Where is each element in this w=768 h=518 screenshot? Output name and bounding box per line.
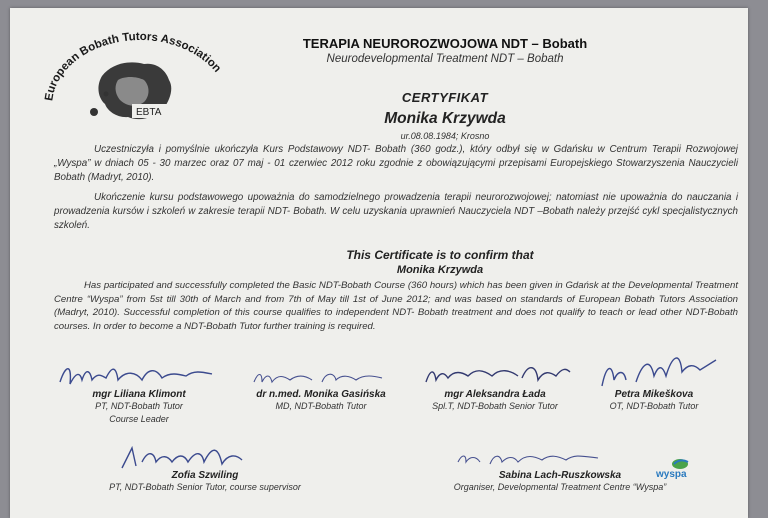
recipient-name: Monika Krzywda xyxy=(384,110,506,127)
wyspa-logo xyxy=(656,456,706,486)
signatory-role: PT, NDT-Bobath Senior Tutor, course supervisor xyxy=(109,482,301,492)
signatory-role: OT, NDT-Bobath Tutor xyxy=(609,401,699,411)
signatory-1 xyxy=(74,389,204,426)
paragraph-polish-1: Uczestniczyła i pomyślnie ukończyła Kurs Podstawowy NDT- Bobath (360 godz.), który odbył się w Gdańsku w Centrum Terapii Rozwojowej „Wyspa” w dniach 05 - 30 marzec oraz 07 maj - 01 czerwiec 2012 roku zgodnie z obowiązującymi przepisami Europejskiego Stowarzyszenia Nauczycieli Bobath (Madryt, 2010). xyxy=(54,144,738,183)
certificate-paper xyxy=(10,8,748,518)
signatory-name: Zofia Szwiling xyxy=(171,470,239,481)
signature-scrawl-icon xyxy=(596,346,726,394)
signatory-name: mgr Liliana Klimont xyxy=(92,389,186,400)
paragraph-polish-2: Ukończenie kursu podstawowego upoważnia do samodzielnego prowadzenia terapii neurorozwojowej; natomiast nie upoważnia do nauczania i prowadzenia kursów i szkoleń w zakresie terapii NDT- Bobath. W celu uzyskania uprawnień Nauczyciela NDT –Bobath należy przejść cykl specjalistycznych szkoleń. xyxy=(54,192,738,231)
birth-info: ur.08.08.1984; Krosno xyxy=(400,131,490,141)
island-icon xyxy=(666,456,716,470)
signature-scrawl-icon xyxy=(250,364,390,388)
paragraph-english: Has participated and successfully completed the Basic NDT-Bobath Course (360 hours) which has been given in Gdańsk at the Developmental Treatment Centre “Wyspa” from 5st till 30th of March and from 7th of May till 1st of June 2012; and was based on standards of European Bobath Tutors Association (Madryt, 2010). Successful completion of this course qualifies to independent NDT- Bobath treatment and does not qualify to teach or lead other NDT-Bobath courses. In order to become a NDT-Bobath Tutor further training is required. xyxy=(54,280,738,332)
signatory-role: Spl.T, NDT-Bobath Senior Tutor xyxy=(432,401,558,411)
signatory-role: PT, NDT-Bobath Tutor xyxy=(95,401,183,411)
title-english: Neurodevelopmental Treatment NDT – Bobath xyxy=(326,53,564,65)
signature-scrawl-icon xyxy=(118,440,258,474)
signatory-name: mgr Aleksandra Łada xyxy=(444,389,546,400)
svg-text:EBTA: EBTA xyxy=(136,107,162,118)
wyspa-logo-text: wyspa xyxy=(656,469,687,480)
svg-text:European Bobath Tutors Associa: European Bobath Tutors Association xyxy=(43,30,224,102)
signatory-4 xyxy=(584,389,724,413)
signature-scrawl-icon xyxy=(56,358,216,392)
signatory-2 xyxy=(226,389,416,413)
signatory-5 xyxy=(80,470,330,494)
signature-scrawl-icon xyxy=(422,358,572,390)
recipient-name-english: Monika Krzywda xyxy=(396,264,484,276)
certificate-heading: CERTYFIKAT xyxy=(401,90,489,105)
signatory-3 xyxy=(410,389,580,413)
confirm-heading: This Certificate is to confirm that xyxy=(346,248,534,262)
signatory-name: dr n.med. Monika Gasińska xyxy=(256,389,386,400)
signatory-name: Petra Mikeškova xyxy=(614,389,694,400)
signatory-role: MD, NDT-Bobath Tutor xyxy=(275,401,367,411)
title-polish: TERAPIA NEUROROZWOJOWA NDT – Bobath xyxy=(302,36,588,51)
signatory-role-2: Course Leader xyxy=(109,414,169,424)
signatory-role: Organiser, Developmental Treatment Centre “Wyspa” xyxy=(453,482,667,492)
signature-scrawl-icon xyxy=(454,446,604,470)
signatory-name: Sabina Lach-Ruszkowska xyxy=(498,470,622,481)
signatory-6 xyxy=(430,470,690,494)
